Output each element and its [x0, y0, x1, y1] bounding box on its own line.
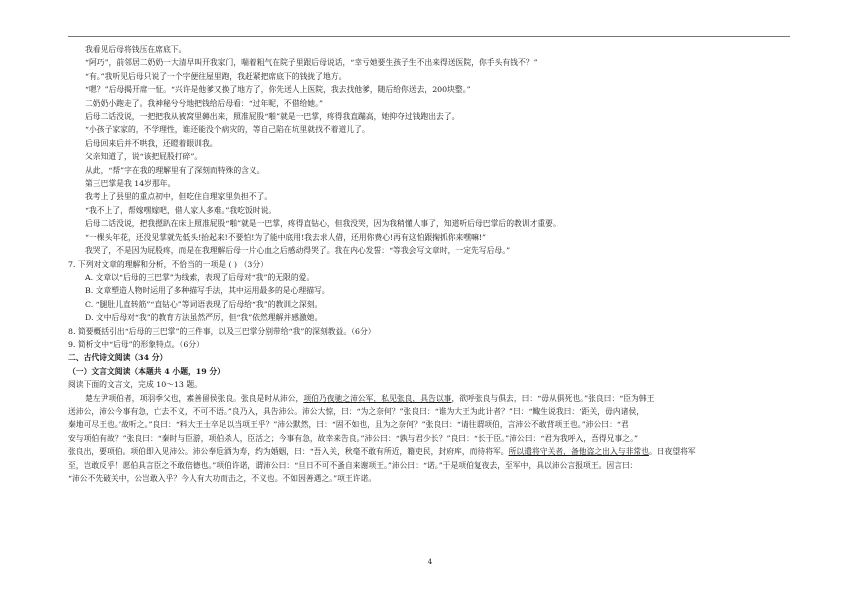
classical-line: “沛公不先破关中，公岂敢入乎？今人有大功而击之，不义也。不如因善遇之。”项王许诺。	[68, 474, 377, 483]
story-line: 后母二话没说，一把把我从被窝里薅出来，照准屁股“啪”就是一巴掌，疼得我直蹦高，她抑夺过钱跑出去了。	[85, 112, 460, 122]
story-line: 我考上了县里的重点初中，但吃住自理家里负担不了。	[85, 192, 273, 202]
subsection-heading: （一）文言文阅读（本题共 4 小题，19 分）	[68, 366, 225, 376]
underlined-sentence: 所以遣将守关者，备他盗之出入与非常也	[508, 447, 649, 457]
classical-line: 至，岂敢反乎！愿伯具言臣之不敢倍德也。”项伯许诺，谓沛公曰：“旦日不可不蚤自来谢项王。”沛公曰：“诺。”于是项伯复夜去，至军中，具以沛公言报项王。因言曰：	[68, 460, 638, 470]
header-rule	[68, 36, 790, 37]
option-c: C. “腿肚儿直转筋”“直钻心”等词语表现了后母给“我”的教训之深刻。	[85, 299, 323, 309]
story-line: 父亲知道了，说“该把屁股打碎”。	[85, 152, 203, 162]
classical-text: 楚左尹项伯者，项羽季父也，素善留侯张良。张良是时从沛公，	[85, 393, 304, 403]
classical-line	[68, 445, 790, 458]
story-line: “嗯？”后母揭开席一怔。“兴许是他爹又换了地方了，你先送人上医院，我去找他爹，随后给你送去，200块整。”	[85, 85, 471, 95]
story-line: 第三巴掌是我 14岁那年。	[85, 179, 176, 189]
story-line: 从此，“帮”字在我的理解里有了深刻而特殊的含义。	[85, 165, 265, 175]
story-line: “一棵头年花，还没见掌就先低头!抬起来!不要怕!为了能中底用!我去求人借，还用你费心!再有这怕跟掬抓你来嘿嘛!”	[85, 232, 487, 242]
story-line: 我看见后母将钱压在席底下。	[85, 45, 187, 54]
classical-text: 。日夜望将军	[648, 447, 696, 457]
page-content	[68, 43, 790, 485]
classical-line: 送沛公，沛公今事有急，亡去不义，不可不语。”良乃入，具告沛公。沛公大惊，曰：“为之奈何？”张良曰：“谁为大王为此计者？”曰：“鲰生说我曰：‘距关，毋内诸侯，	[68, 406, 645, 416]
underlined-sentence: 项伯乃夜驰之沛公军，私见张良，具告以事	[303, 393, 452, 403]
classical-line: 安与项伯有故？”张良曰：“秦时与臣游，项伯杀人，臣活之；今事有急，故幸来告良。”沛公曰：“孰与君少长？”良曰：“长于臣。”沛公曰：“君为我呼入，吾得兄事之。”	[68, 433, 638, 443]
question-9: 9. 简析文中“后母”的形象特点。（6分）	[68, 339, 204, 349]
option-b: B. 文章塑造人物时运用了多种描写手法，其中运用最多的是心理描写。	[85, 286, 330, 296]
classical-text: 张良出，要项伯。项伯即入见沛公。沛公奉卮酒为寿，约为婚姻，曰：“吾入关，秋毫不敢有所近，籍吏民，封府库，而待将军。	[68, 447, 509, 457]
option-a: A. 文章以“后母的三巴掌”为线索，表现了后母对“我”的无限的爱。	[85, 272, 315, 282]
story-line: 我哭了，不是因为屁股疼，而是在我理解后母一片心血之后感动得哭了。我在内心发誓：“等我会写文章时，一定先写后母。”	[85, 246, 511, 256]
option-d: D. 文中后母对“我”的教育方法虽然严厉，但“我”依然理解并感激她。	[85, 313, 323, 323]
story-line: 二奶奶小跑走了。我神秘兮兮地把钱给后母看：“过年呢，不借给她。”	[85, 98, 323, 108]
story-line: 后母回来后并不哄我，还瞪着眼训我。	[85, 138, 218, 148]
classical-line: 秦地可尽王也。’故听之。”良曰：“料大王士卒足以当项王乎？”沛公默然，曰：“固不如也，且为之奈何？”张良曰：“请往谓项伯，言沛公不敢背项王也。”沛公曰：“君	[68, 420, 629, 430]
story-line: “有。”我听见后母只说了一个字便往屋里跑，我赶紧把席底下的钱拢了地方。	[85, 71, 347, 81]
page-number: 4	[427, 558, 433, 566]
question-7: 7. 下列对文章的理解和分析，不恰当的一项是 ( ) （3分）	[68, 259, 268, 269]
story-line: 后母二话没说，把我摁趴在床上照准屁股“啪”就是一巴掌，疼得直钻心，但我没哭，因为我稍懂人事了，知道听后母巴掌后的教训才重要。	[85, 219, 561, 229]
reading-instruction: 阅读下面的文言文，完成 10～13 题。	[68, 380, 202, 390]
story-line: “阿巧”，前邻居二奶奶一大清早叫开我家门，喘着粗气在院子里跟后母说话，“幸亏她要生孩子生不出来得送医院，你手头有钱不？”	[85, 58, 538, 68]
classical-line	[68, 392, 790, 405]
story-line: “我不上了，帮嫁嘿嫁吧，借人家人多难。”我吃饭时说。	[85, 205, 277, 215]
classical-text: ，欲呼张良与俱去，曰：“毋从俱死也。”张良曰：“臣为韩王	[451, 393, 655, 403]
section-heading: 二、古代诗文阅读（34 分）	[68, 353, 168, 363]
story-line: “小孩子家家的，不学理性，谁还能没个病灾的，等自己陷在坑里就找不着道儿了。	[85, 125, 370, 135]
question-8: 8. 简要概括引出“后母的三巴掌”的三件事，以及三巴掌分别带给“我”的深刻教益。（6分）	[68, 326, 376, 336]
